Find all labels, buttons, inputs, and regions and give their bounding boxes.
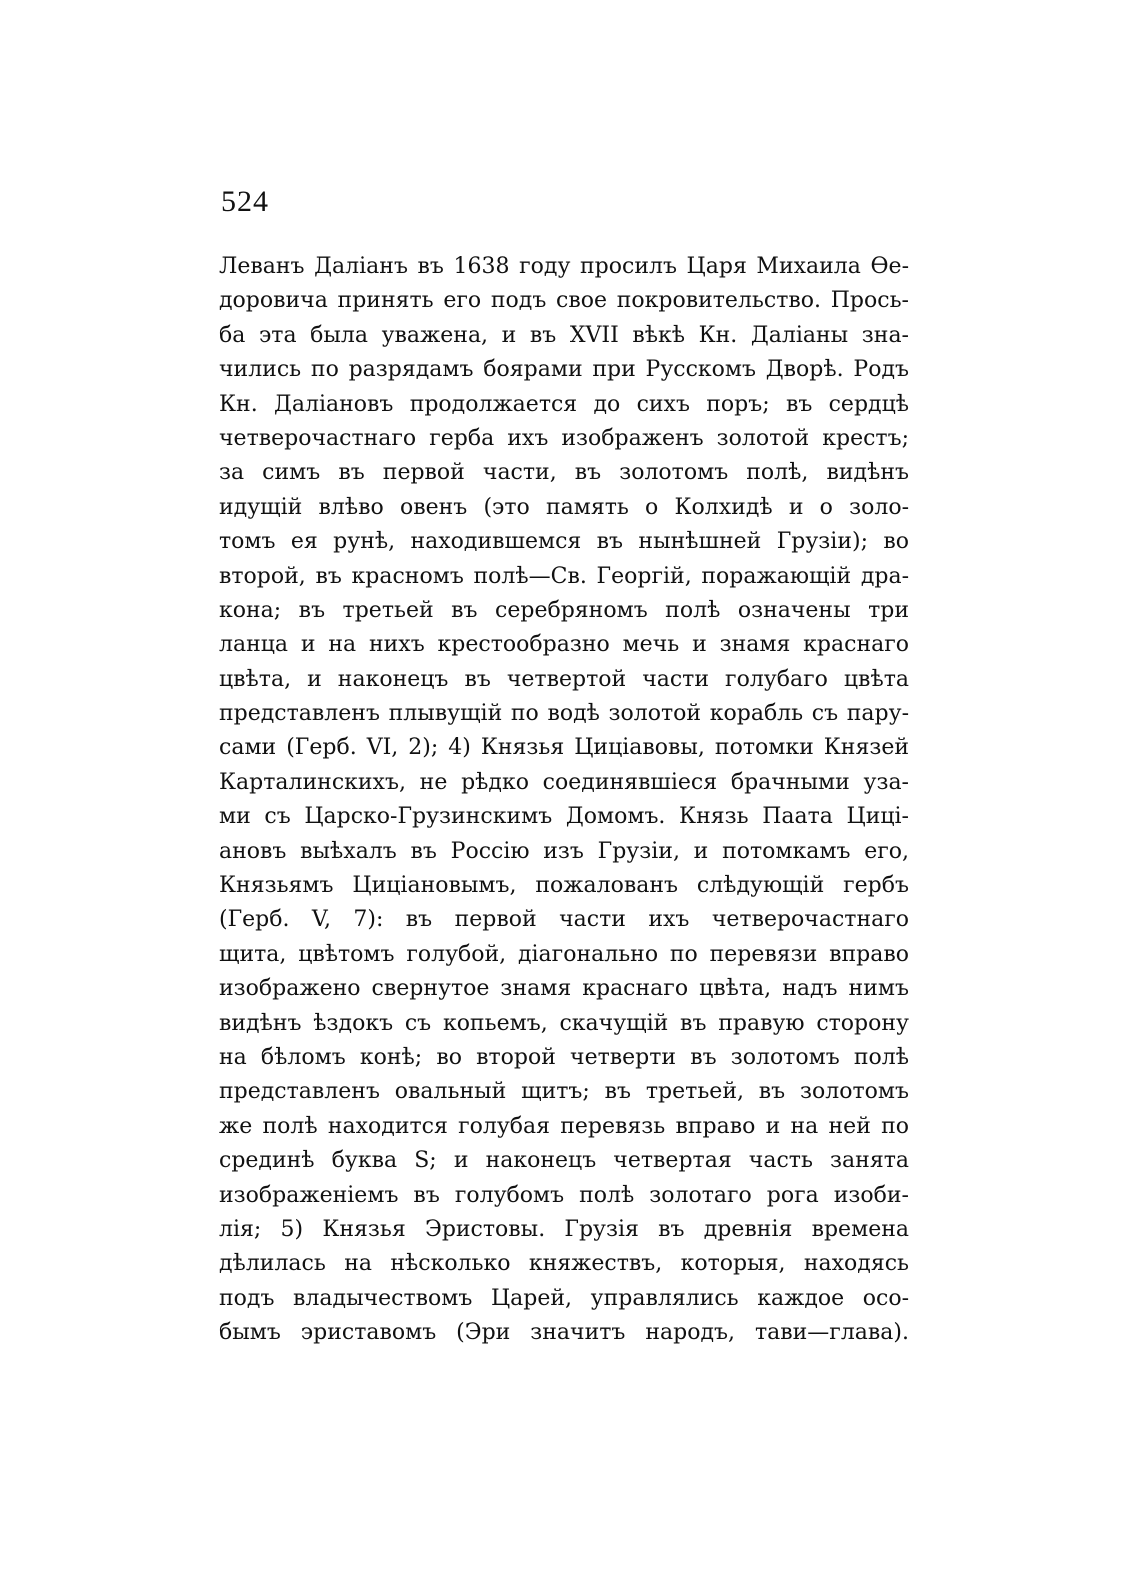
text-line: подъ владычествомъ Царей, управлялись каждое осо- <box>219 1285 909 1311</box>
text-line: видѣнъ ѣздокъ съ копьемъ, скачущій въ правую сторону <box>219 1010 909 1036</box>
text-line: представленъ овальный щитъ; въ третьей, въ золотомъ <box>219 1079 909 1105</box>
text-line: ба эта была уважена, и въ XVII вѣкѣ Кн. Даліаны зна- <box>219 322 909 348</box>
text-line: Кн. Даліановъ продолжается до сихъ поръ; въ сердцѣ <box>219 391 909 417</box>
text-line: доровича принять его подъ свое покровительство. Прось- <box>219 288 909 314</box>
text-line: сами (Герб. VI, 2); 4) Князья Цицiавовы, потомки Князей <box>219 735 909 761</box>
text-line: цвѣта, и наконецъ въ четвертой части голубаго цвѣта <box>219 666 909 692</box>
page-number: 524 <box>221 185 269 218</box>
text-line: второй, въ красномъ полѣ—Св. Георгій, поражающій дра- <box>219 563 909 589</box>
text-line: щита, цвѣтомъ голубой, діагонально по перевязи вправо <box>219 941 909 967</box>
text-line: изображеніемъ въ голубомъ полѣ золотаго рога изоби- <box>219 1182 909 1208</box>
text-line: дѣлилась на нѣсколько княжествъ, которыя, находясь <box>219 1251 909 1277</box>
text-line: чились по разрядамъ боярами при Русскомъ Дворѣ. Родъ <box>219 357 909 383</box>
text-line: же полѣ находится голубая перевязь вправо и на ней по <box>219 1113 909 1139</box>
text-line: четверочастнаго герба ихъ изображенъ золотой крестъ; <box>219 425 909 451</box>
text-line: ми съ Царско-Грузинскимъ Домомъ. Князь Паата Циці- <box>219 804 909 830</box>
text-line: кона; въ третьей въ серебряномъ полѣ означены три <box>219 597 909 623</box>
text-line: (Герб. V, 7): въ первой части ихъ четверочастнаго <box>219 907 909 933</box>
text-line: Леванъ Даліанъ въ 1638 году просилъ Царя Михаила Ѳе- <box>219 254 909 279</box>
text-line: на бѣломъ конѣ; во второй четверти въ золотомъ полѣ <box>219 1044 909 1070</box>
text-line: представленъ плывущій по водѣ золотой корабль съ пару- <box>219 701 909 727</box>
text-line: ановъ выѣхалъ въ Россію изъ Грузіи, и потомкамъ его, <box>219 838 909 864</box>
text-line: изображено свернутое знамя краснаго цвѣта, надъ нимъ <box>219 976 909 1002</box>
text-line: за симъ въ первой части, въ золотомъ полѣ, видѣнъ <box>219 460 909 486</box>
text-line: лія; 5) Князья Эристовы. Грузія въ древнія времена <box>219 1216 909 1242</box>
body-text <box>219 250 909 1351</box>
text-line: идущій влѣво овенъ (это память о Колхидѣ и о золо- <box>219 494 909 520</box>
text-line: Карталинскихъ, не рѣдко соединявшіеся брачными узa- <box>219 769 909 795</box>
text-line: бымъ эриставомъ (Эри значитъ народъ, тави—глава). <box>219 1320 909 1346</box>
text-line: Князьямъ Цицiановымъ, пожалованъ слѣдующій гербъ <box>219 873 909 899</box>
text-line: срединѣ буква S; и наконецъ четвертая часть занята <box>219 1148 909 1174</box>
text-line: ланца и на нихъ крестообразно мечь и знамя краснаго <box>219 632 909 658</box>
text-line: томъ ея рунѣ, находившемся въ нынѣшней Грузіи); во <box>219 529 909 555</box>
